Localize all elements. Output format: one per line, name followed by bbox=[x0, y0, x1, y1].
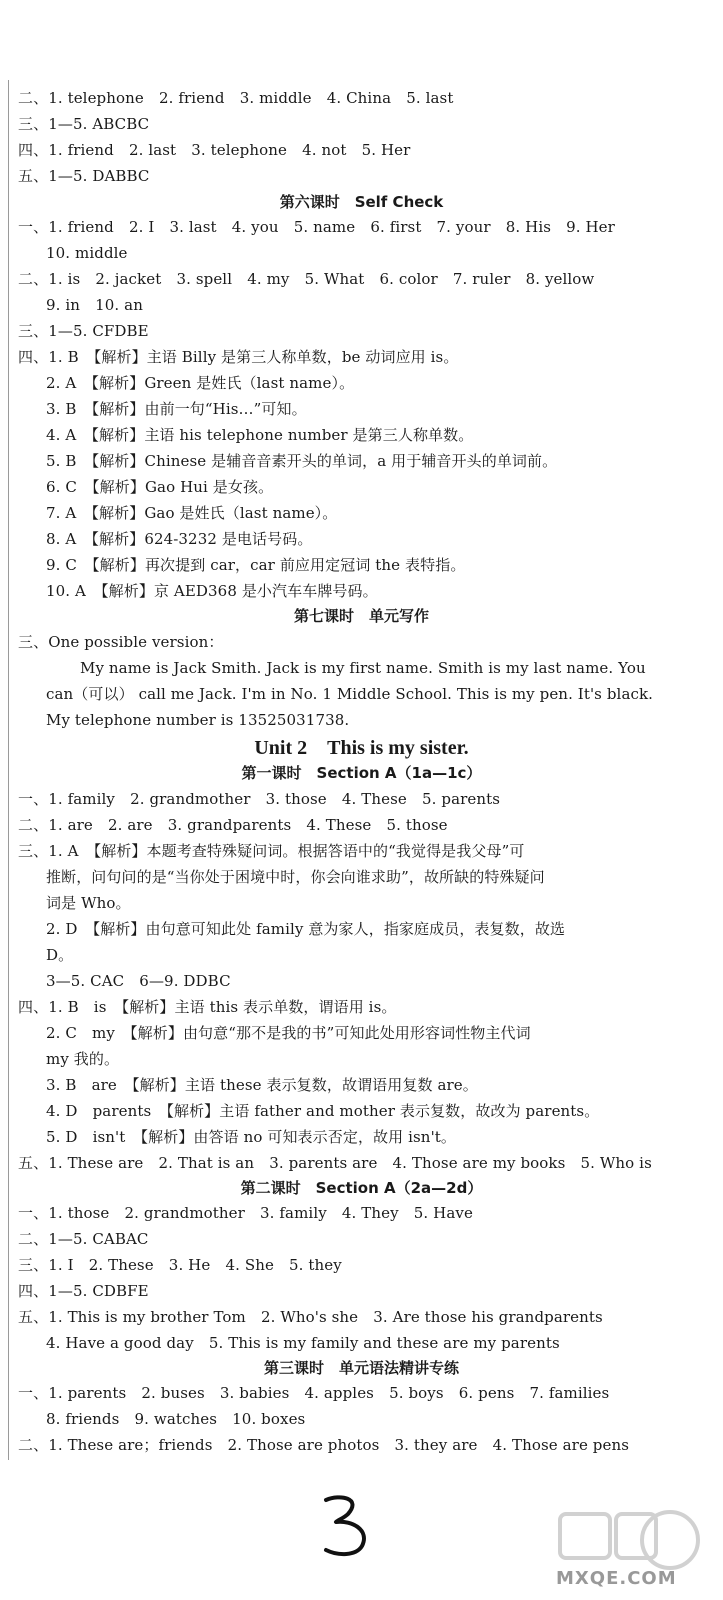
answer-line: 9. C 【解析】再次提到 car，car 前应用定冠词 the 表特指。 bbox=[46, 556, 466, 574]
lesson-heading: 第七课时 单元写作 bbox=[293, 607, 429, 625]
lesson-heading: 第二课时 Section A（2a—2d） bbox=[240, 1179, 483, 1197]
handwritten-page-number bbox=[318, 1490, 378, 1562]
answer-line: 二、1. is 2. jacket 3. spell 4. my 5. What 6. color 7. ruler 8. yellow bbox=[18, 270, 595, 288]
answer-line: 5. D isn't 【解析】由答语 no 可知表示否定，故用 isn't。 bbox=[46, 1128, 457, 1146]
answer-line: 四、1. B 【解析】主语 Billy 是第三人称单数，be 动词应用 is。 bbox=[18, 348, 459, 366]
answer-line: 二、1. are 2. are 3. grandparents 4. These 5. those bbox=[18, 816, 448, 834]
answer-line: 4. D parents 【解析】主语 father and mother 表示复数，故改为 parents。 bbox=[46, 1102, 600, 1120]
answer-line: 推断，问句问的是“当你处于困境中时，你会向谁求助”，故所缺的特殊疑问 bbox=[46, 868, 545, 886]
answer-line: 5. B 【解析】Chinese 是辅音音素开头的单词，a 用于辅音开头的单词前。 bbox=[46, 452, 558, 470]
answer-line: 三、One possible version： bbox=[18, 633, 224, 651]
answer-line: 2. D 【解析】由句意可知此处 family 意为家人，指家庭成员，表复数，故选 bbox=[46, 920, 566, 938]
answer-line: 二、1—5. CABAC bbox=[18, 1230, 149, 1248]
answer-line: 三、1—5. ABCBC bbox=[18, 115, 150, 133]
answer-line: 10. middle bbox=[46, 244, 128, 262]
answer-line: 10. A 【解析】京 AED368 是小汽车车牌号码。 bbox=[46, 582, 378, 600]
answer-line: 8. A 【解析】624-3232 是电话号码。 bbox=[46, 530, 313, 548]
answer-line: 一、1. friend 2. I 3. last 4. you 5. name 6. first 7. your 8. His 9. Her bbox=[18, 218, 615, 236]
answer-line: 一、1. family 2. grandmother 3. those 4. These 5. parents bbox=[18, 790, 501, 808]
answer-line: 3. B 【解析】由前一句“His…”可知。 bbox=[46, 400, 307, 418]
lesson-heading: 第六课时 Self Check bbox=[279, 193, 444, 211]
lesson-heading: 第一课时 Section A（1a—1c） bbox=[241, 764, 482, 782]
answer-line: 9. in 10. an bbox=[46, 296, 143, 314]
answer-line: D。 bbox=[46, 946, 74, 964]
answer-line: 四、1—5. CDBFE bbox=[18, 1282, 149, 1300]
answer-line: 一、1. those 2. grandmother 3. family 4. They 5. Have bbox=[18, 1204, 473, 1222]
answer-line: 6. C 【解析】Gao Hui 是女孩。 bbox=[46, 478, 274, 496]
answer-line: 四、1. friend 2. last 3. telephone 4. not 5. Her bbox=[18, 141, 411, 159]
essay-line: can（可以） call me Jack. I'm in No. 1 Middle School. This is my pen. It's black. bbox=[46, 685, 654, 703]
answer-line: 3—5. CAC 6—9. DDBC bbox=[46, 972, 231, 990]
lesson-heading: 第三课时 单元语法精讲专练 bbox=[263, 1359, 459, 1377]
answer-line: 词是 Who。 bbox=[46, 894, 131, 912]
answer-line: 8. friends 9. watches 10. boxes bbox=[46, 1410, 306, 1428]
answer-line: 二、1. These are；friends 2. Those are photos 3. they are 4. Those are pens bbox=[18, 1436, 630, 1454]
answer-line: 4. A 【解析】主语 his telephone number 是第三人称单数。 bbox=[46, 426, 474, 444]
essay-line: My telephone number is 13525031738. bbox=[46, 711, 350, 729]
answer-line: 三、1. A 【解析】本题考查特殊疑问词。根据答语中的“我觉得是我父母”可 bbox=[18, 842, 525, 860]
answer-line: 2. C my 【解析】由句意“那不是我的书”可知此处用形容词性物主代词 bbox=[46, 1024, 531, 1042]
essay-line: My name is Jack Smith. Jack is my first name. Smith is my last name. You bbox=[80, 659, 646, 677]
answer-line: 五、1. These are 2. That is an 3. parents are 4. Those are my books 5. Who is bbox=[18, 1154, 652, 1172]
answer-line: 五、1—5. DABBC bbox=[18, 167, 150, 185]
answer-line: 3. B are 【解析】主语 these 表示复数，故谓语用复数 are。 bbox=[46, 1076, 478, 1094]
answer-line: 五、1. This is my brother Tom 2. Who's she 3. Are those his grandparents bbox=[18, 1308, 603, 1326]
answer-line: 四、1. B is 【解析】主语 this 表示单数，谓语用 is。 bbox=[18, 998, 397, 1016]
answer-line: 二、1. telephone 2. friend 3. middle 4. China 5. last bbox=[18, 89, 454, 107]
answer-line: 2. A 【解析】Green 是姓氏（last name）。 bbox=[46, 374, 355, 392]
answer-line: 三、1. I 2. These 3. He 4. She 5. they bbox=[18, 1256, 342, 1274]
unit-title: Unit 2 This is my sister. bbox=[254, 737, 469, 759]
answer-line: 一、1. parents 2. buses 3. babies 4. apples 5. boys 6. pens 7. families bbox=[18, 1384, 610, 1402]
answer-line: 7. A 【解析】Gao 是姓氏（last name）。 bbox=[46, 504, 338, 522]
answer-line: 三、1—5. CFDBE bbox=[18, 322, 149, 340]
answer-line: 4. Have a good day 5. This is my family and these are my parents bbox=[46, 1334, 560, 1352]
watermark-text: MXQE.COM bbox=[556, 1568, 677, 1589]
answer-line: my 我的。 bbox=[46, 1050, 120, 1068]
